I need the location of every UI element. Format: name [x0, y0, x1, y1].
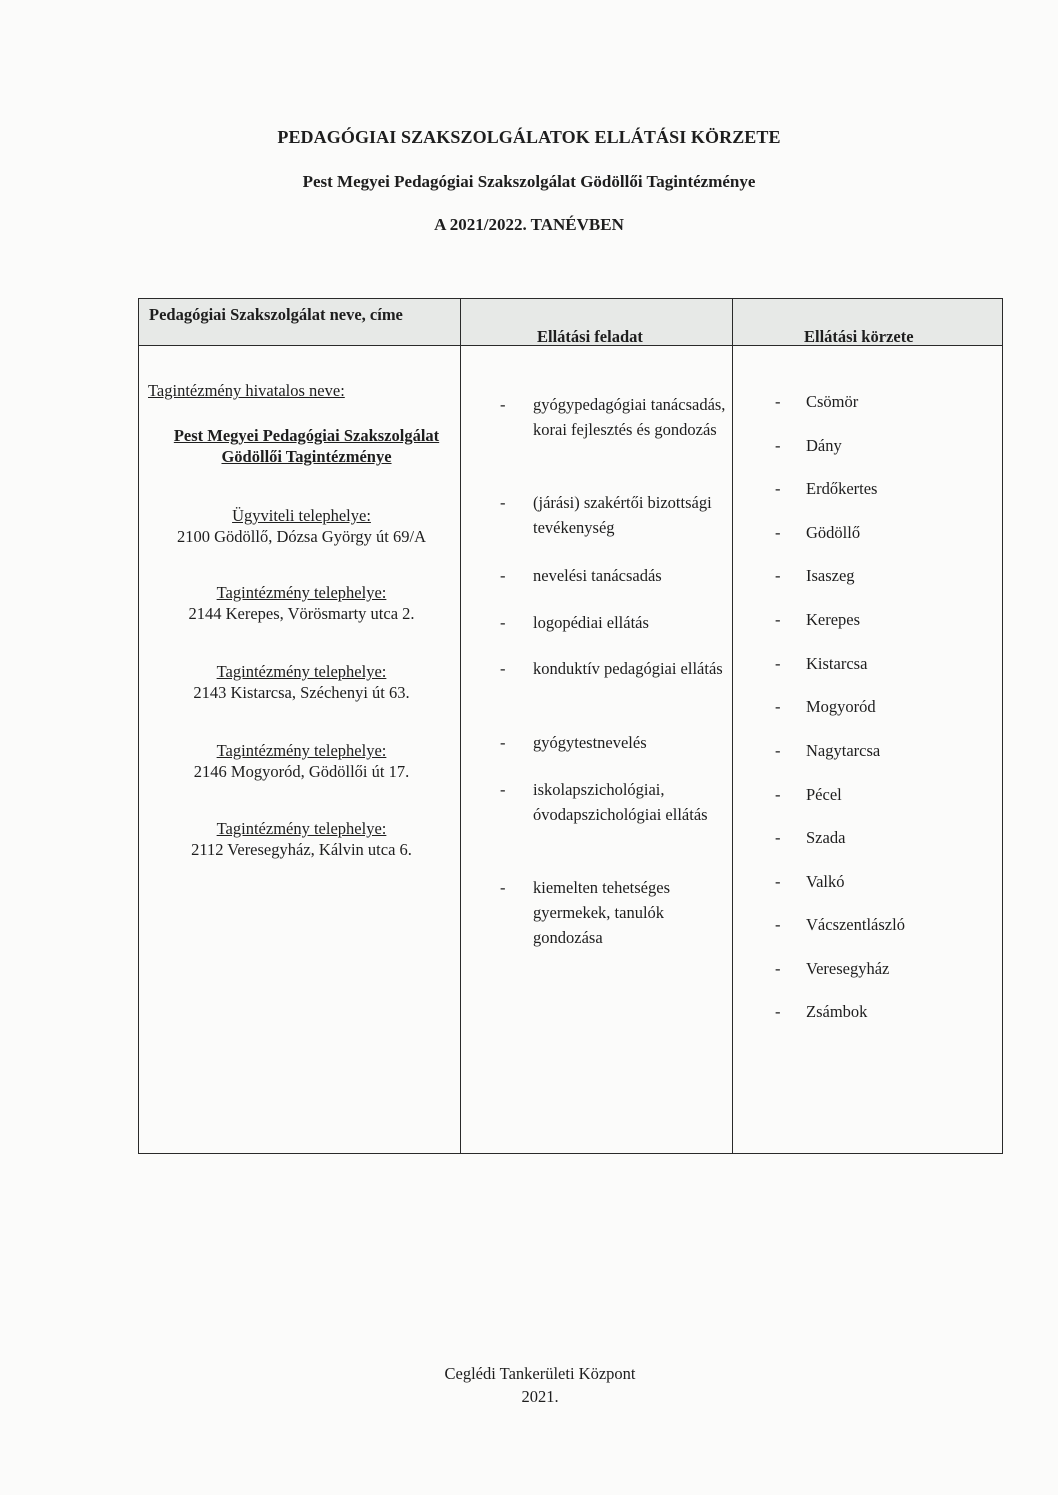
task-text: gyógytestnevelés	[533, 733, 647, 752]
site-label: Tagintézmény telephelye:	[216, 662, 387, 681]
site-address: 2146 Mogyoród, Gödöllői út 17.	[193, 762, 410, 781]
task-text: konduktív pedagógiai ellátás	[533, 659, 723, 678]
place-name: Kerepes	[806, 610, 861, 629]
place-name: Nagytarcsa	[806, 741, 881, 760]
document-subtitle: Pest Megyei Pedagógiai Szakszolgálat Gödöllői Tagintézménye	[302, 172, 756, 191]
institution-name-line: Pest Megyei Pedagógiai Szakszolgálat	[173, 426, 440, 445]
site-entry	[140, 582, 463, 624]
place-name: Dány	[806, 436, 842, 455]
bullet: -	[500, 493, 506, 512]
place-name: Kistarcsa	[806, 654, 868, 673]
bullet: -	[775, 872, 781, 891]
column-header-task: Ellátási feladat	[537, 327, 643, 346]
place-name: Isaszeg	[806, 566, 855, 585]
official-name-label: Tagintézmény hivatalos neve:	[148, 381, 345, 400]
place-name: Valkó	[806, 872, 845, 891]
bullet: -	[775, 959, 781, 978]
task-text: iskolapszichológiai, óvodapszichológiai ellátás	[533, 780, 708, 824]
bullet: -	[775, 654, 781, 673]
site-address: 2112 Veresegyház, Kálvin utca 6.	[191, 840, 412, 859]
bullet: -	[500, 733, 506, 752]
site-label: Tagintézmény telephelye:	[216, 583, 387, 602]
bullet: -	[775, 610, 781, 629]
site-label: Tagintézmény telephelye:	[216, 819, 387, 838]
bullet: -	[775, 741, 781, 760]
site-label: Tagintézmény telephelye:	[216, 741, 387, 760]
bullet: -	[775, 392, 781, 411]
site-entry	[140, 661, 463, 703]
school-year: A 2021/2022. TANÉVBEN	[434, 215, 624, 234]
task-text: gyógypedagógiai tanácsadás, korai fejlesztés és gondozás	[533, 395, 726, 439]
site-address: 2143 Kistarcsa, Széchenyi út 63.	[193, 683, 410, 702]
place-name: Szada	[806, 828, 846, 847]
bullet: -	[775, 566, 781, 585]
bullet: -	[500, 395, 506, 414]
task-text: (járási) szakértői bizottsági tevékenység	[533, 493, 712, 537]
bullet: -	[775, 785, 781, 804]
task-text: logopédiai ellátás	[533, 613, 649, 632]
column-header-area: Ellátási körzete	[804, 327, 914, 346]
bullet: -	[775, 479, 781, 498]
place-name: Mogyoród	[806, 697, 876, 716]
bullet: -	[775, 915, 781, 934]
site-label: Ügyviteli telephelye:	[232, 506, 371, 525]
bullet: -	[500, 878, 506, 897]
place-name: Pécel	[806, 785, 842, 804]
site-entry	[140, 740, 463, 782]
column-header-institution: Pedagógiai Szakszolgálat neve, címe	[149, 305, 403, 324]
bullet: -	[775, 697, 781, 716]
document-title: PEDAGÓGIAI SZAKSZOLGÁLATOK ELLÁTÁSI KÖRZETE	[277, 127, 781, 147]
site-address: 2144 Kerepes, Vörösmarty utca 2.	[188, 604, 415, 623]
bullet: -	[775, 436, 781, 455]
place-name: Gödöllő	[806, 523, 861, 542]
site-address: 2100 Gödöllő, Dózsa György út 69/A	[176, 527, 426, 546]
bullet: -	[500, 566, 506, 585]
task-text: nevelési tanácsadás	[533, 566, 662, 585]
column-divider	[732, 299, 733, 1153]
place-name: Vácszentlászló	[806, 915, 905, 934]
site-entry	[140, 818, 463, 860]
bullet: -	[775, 1002, 781, 1021]
bullet: -	[500, 613, 506, 632]
institution-name-line: Gödöllői Tagintézménye	[221, 447, 392, 466]
bullet: -	[500, 780, 506, 799]
task-text: kiemelten tehetséges gyermekek, tanulók gondozása	[533, 878, 670, 947]
bullet: -	[775, 523, 781, 542]
institution-name	[140, 425, 473, 467]
place-name: Csömör	[806, 392, 859, 411]
place-name: Veresegyház	[806, 959, 890, 978]
footer-issuer: Ceglédi Tankerületi Központ	[444, 1364, 636, 1383]
bullet: -	[500, 659, 506, 678]
site-entry	[140, 505, 463, 547]
footer-year: 2021.	[521, 1387, 559, 1406]
bullet: -	[775, 828, 781, 847]
place-name: Zsámbok	[806, 1002, 868, 1021]
place-name: Erdőkertes	[806, 479, 878, 498]
